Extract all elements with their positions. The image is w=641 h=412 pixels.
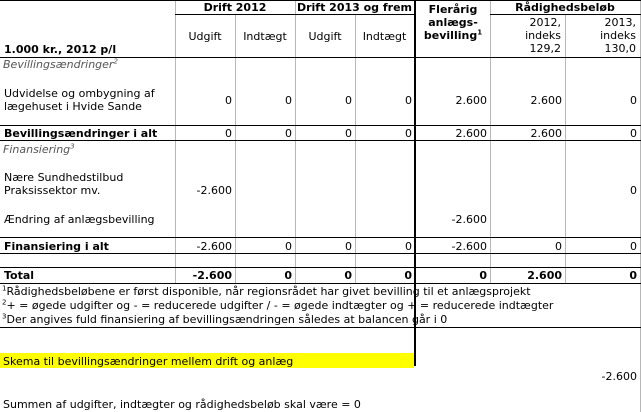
footnote-mark: 1 [2, 284, 7, 293]
row1-label-line1: Udvidelse og ombygning af [4, 87, 155, 100]
row1-radighed-2013: 0 [630, 94, 637, 107]
fin-total-udgift-2013: 0 [345, 240, 352, 253]
bev-total-radighed-2012: 2.600 [530, 127, 562, 140]
footnote-text: + = øgede udgifter og - = reducerede udgifter / - = øgede indtægter og + = reducerede indtægter [6, 299, 554, 312]
header-drift-2012: Drift 2012 [203, 1, 267, 14]
bev-total-udgift-2013: 0 [345, 127, 352, 140]
row1-radighed-2012: 2.600 [530, 94, 562, 107]
header-flerarig-1: Flerårig [428, 3, 478, 16]
header-flerarig-2: anlægs- [428, 16, 478, 29]
footnote-1 [2, 285, 531, 298]
header-flerarig-text: bevilling [423, 29, 478, 42]
header-2013-line1: 2013, [604, 16, 636, 29]
footnote-3 [2, 313, 447, 326]
section-finansiering-text: Finansiering [3, 143, 71, 156]
row-border [0, 267, 641, 268]
footnote-2 [2, 299, 553, 312]
row-border [0, 237, 641, 238]
footnote-ref: 2 [113, 57, 118, 66]
fin-total-indtaegt-2012: 0 [285, 240, 292, 253]
row2-label-line1: Nære Sundhedstilbud [4, 171, 124, 184]
row1-indtaegt-2013: 0 [405, 94, 412, 107]
unit-label: 1.000 kr., 2012 p/l [4, 43, 117, 56]
header-indtaegt-2013: Indtægt [362, 30, 407, 43]
fin-total-flerarig: -2.600 [451, 240, 487, 253]
footnote-text: Der angives fuld finansiering af bevillingsændringen således at balancen går i 0 [6, 313, 448, 326]
total-flerarig: 0 [479, 269, 487, 282]
sum-note: Summen af udgifter, indtægter og rådighedsbeløb skal være = 0 [3, 398, 361, 411]
footnote-mark: 2 [2, 298, 7, 307]
bev-total-udgift-2012: 0 [225, 127, 232, 140]
bev-total-radighed-2013: 0 [630, 127, 637, 140]
row1-indtaegt-2012: 0 [285, 94, 292, 107]
fin-total-radighed-2012: 0 [555, 240, 562, 253]
row-border [490, 14, 641, 15]
footnote-ref: 3 [70, 142, 75, 151]
header-radighed: Rådighedsbeløb [515, 1, 615, 14]
header-2012-line3: 129,2 [529, 42, 561, 55]
row1-label-line2: lægehuset i Hvide Sande [4, 100, 142, 113]
footnote-ref: 1 [477, 28, 483, 37]
row1-udgift-2012: 0 [225, 94, 232, 107]
header-2013-line3: 130,0 [604, 42, 636, 55]
header-drift-2013: Drift 2013 og frem [296, 1, 413, 14]
row-border [175, 14, 415, 15]
row2-udgift-2012: -2.600 [196, 184, 232, 197]
section-bevilling-title [3, 58, 118, 71]
header-2013-line2: indeks [600, 29, 636, 42]
header-2012-line1: 2012, [529, 16, 561, 29]
header-flerarig-3 [416, 29, 490, 42]
row1-udgift-2013: 0 [345, 94, 352, 107]
footnote-text: Rådighedsbeløbene er først disponible, når regionsrådet har givet bevilling til et anlægsprojekt [6, 285, 531, 298]
check-value: -2.600 [601, 370, 637, 383]
total-radighed-2012: 2.600 [527, 269, 562, 282]
total-udgift-2012: -2.600 [192, 269, 232, 282]
row-border [0, 283, 641, 284]
row1-flerarig: 2.600 [455, 94, 487, 107]
total-udgift-2013: 0 [344, 269, 352, 282]
fin-total-indtaegt-2013: 0 [405, 240, 412, 253]
section-finansiering-title [3, 143, 75, 156]
row-border [0, 253, 641, 254]
footnote-mark: 3 [2, 312, 7, 321]
bev-total-indtaegt-2013: 0 [405, 127, 412, 140]
header-udgift-2012: Udgift [188, 30, 222, 43]
bev-total-indtaegt-2012: 0 [285, 127, 292, 140]
fin-total-udgift-2012: -2.600 [196, 240, 232, 253]
fin-total-radighed-2013: 0 [630, 240, 637, 253]
bev-total-label: Bevillingsændringer i alt [4, 127, 158, 140]
row-border [0, 327, 641, 328]
total-indtaegt-2012: 0 [284, 269, 292, 282]
row3-label: Ændring af anlægsbevilling [4, 213, 155, 226]
row2-label-line2: Praksissektor mv. [4, 184, 101, 197]
total-label: Total [4, 269, 35, 282]
total-indtaegt-2013: 0 [404, 269, 412, 282]
row3-flerarig: -2.600 [451, 213, 487, 226]
highlight-text: Skema til bevillingsændringer mellem drift og anlæg [3, 355, 294, 368]
row-border [0, 125, 641, 126]
fin-total-label: Finansiering i alt [4, 240, 109, 253]
header-indtaegt-2012: Indtægt [243, 30, 287, 43]
row2-radighed-2013: 0 [630, 184, 637, 197]
total-radighed-2013: 0 [629, 269, 637, 282]
header-2012-line2: indeks [525, 29, 561, 42]
row-border [0, 140, 641, 141]
bev-total-flerarig: 2.600 [455, 127, 487, 140]
section-bevilling-text: Bevillingsændringer [3, 58, 114, 71]
header-udgift-2013: Udgift [308, 30, 342, 43]
